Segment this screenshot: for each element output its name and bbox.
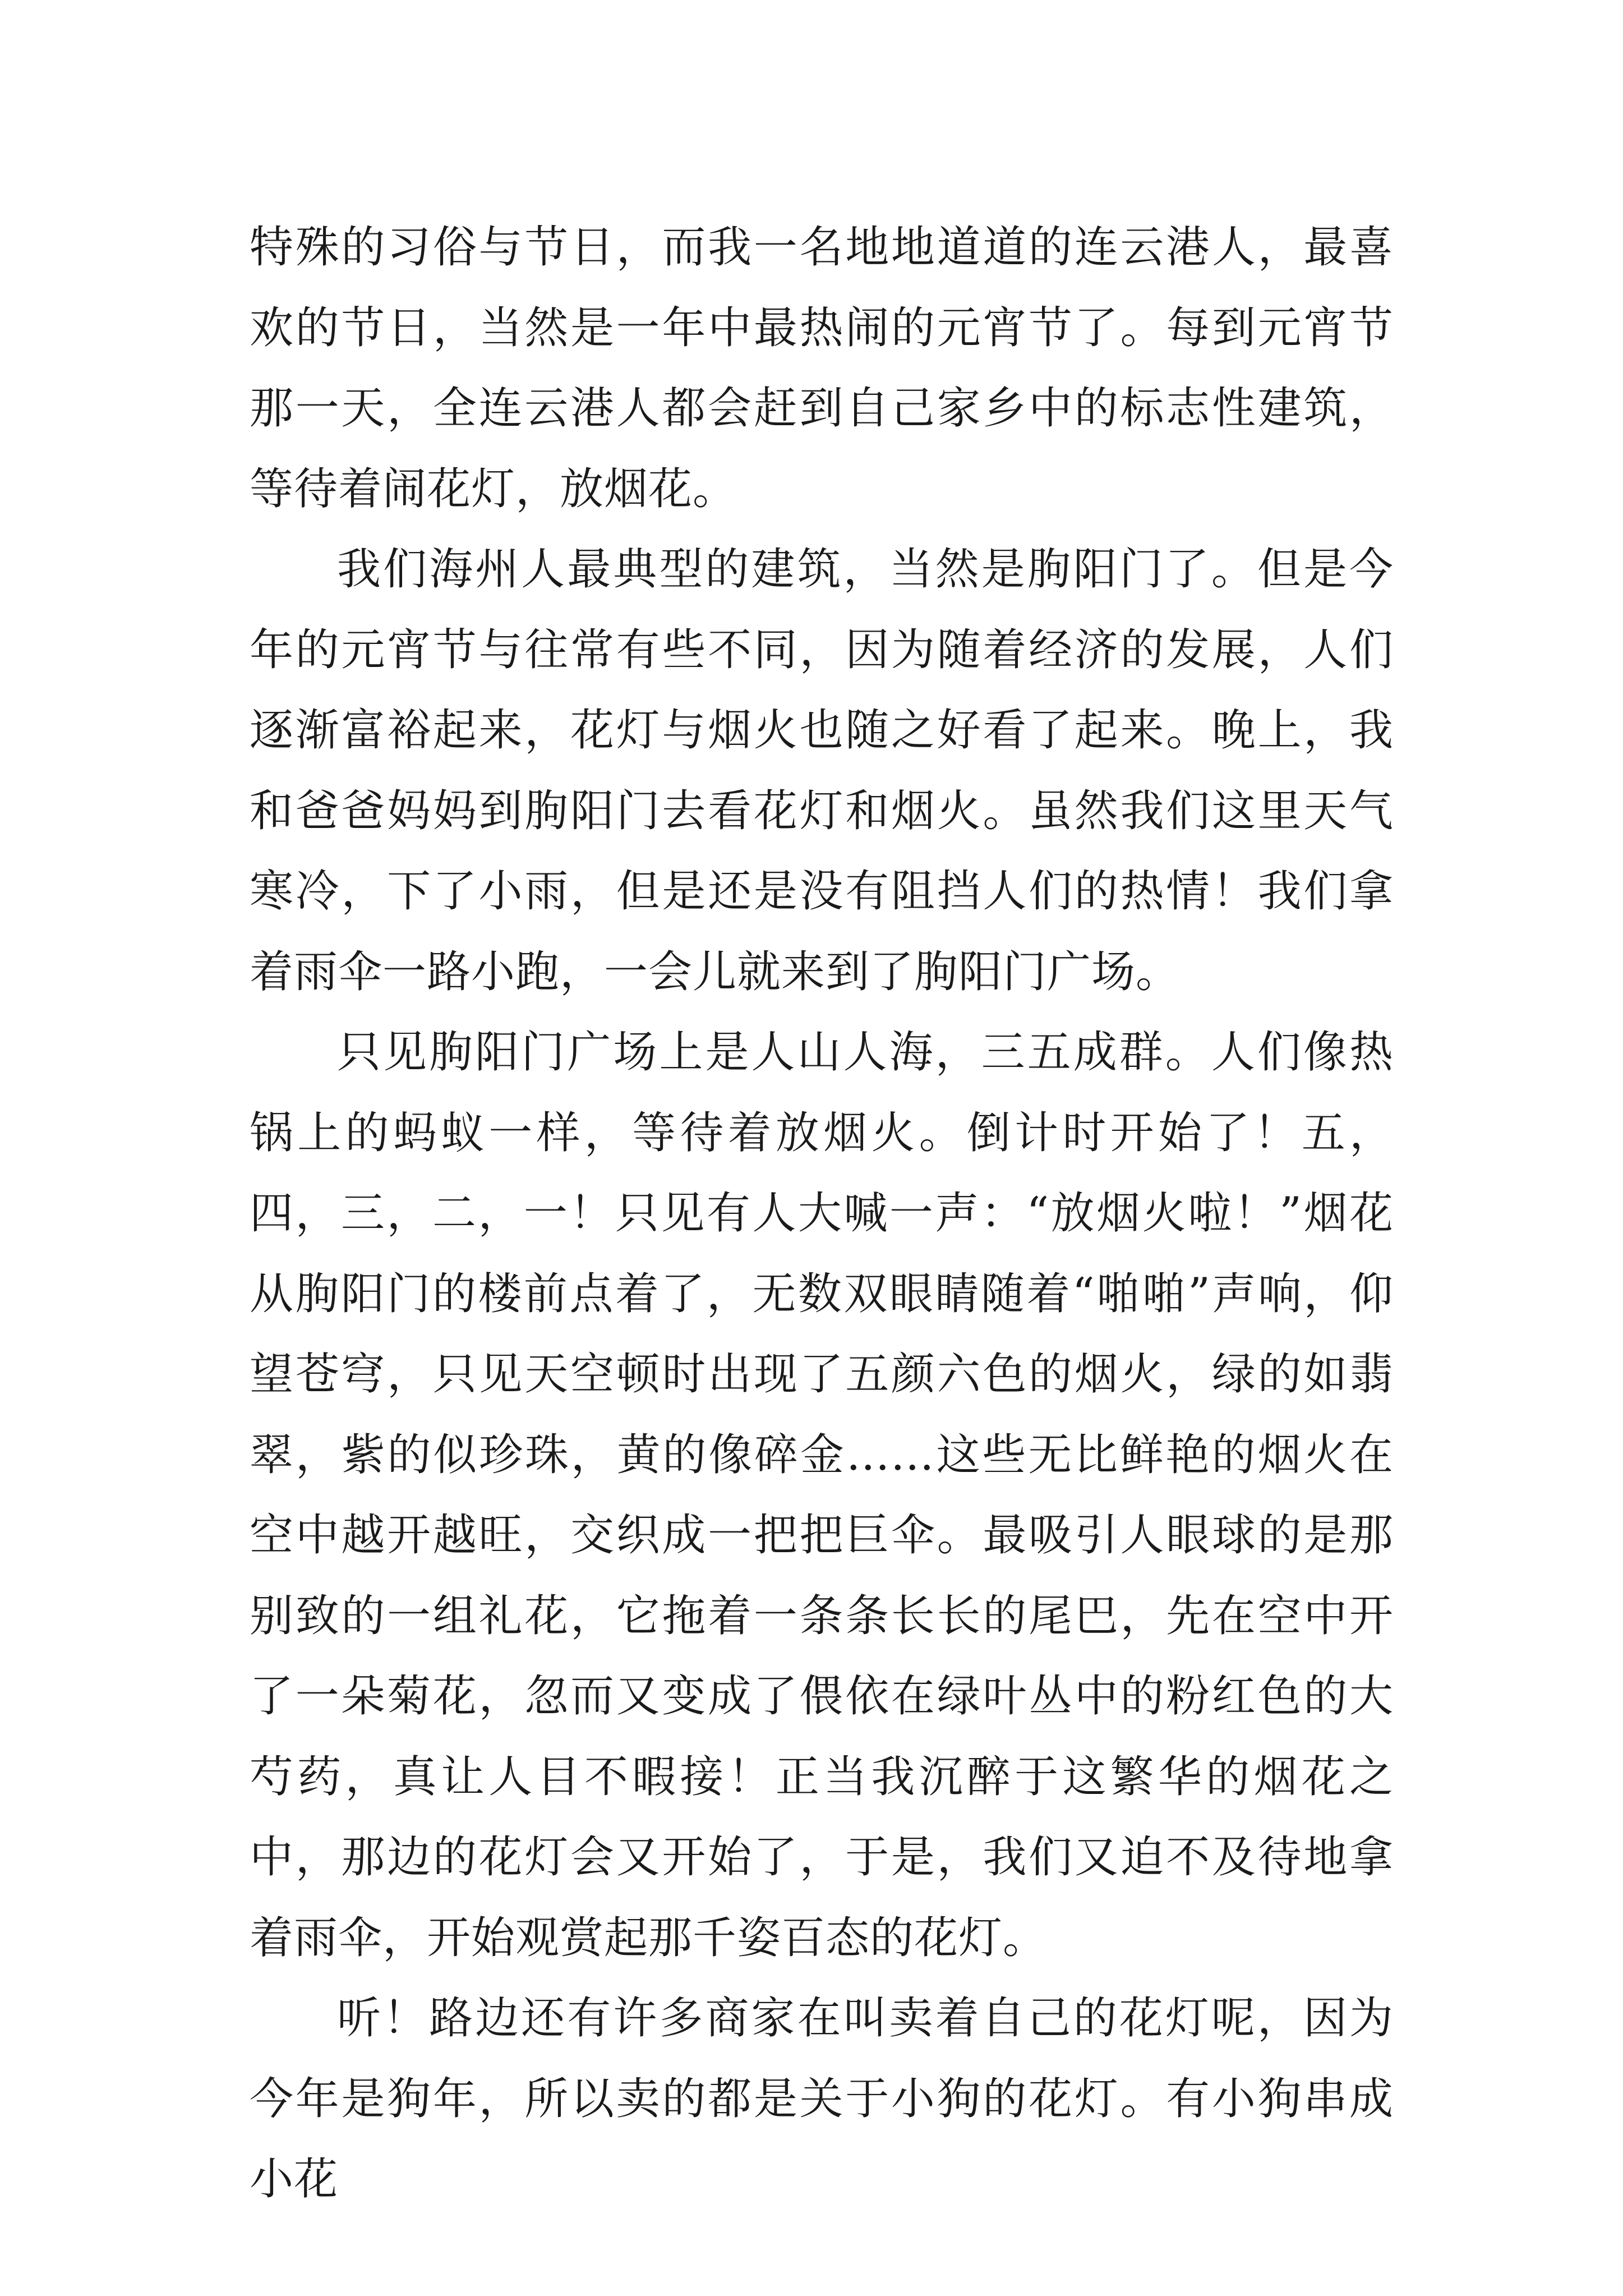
paragraph-1: 特殊的习俗与节日，而我一名地地道道的连云港人，最喜欢的节日，当然是一年中最热闹的元宵节了。每到元宵节那一天，全连云港人都会赶到自己家乡中的标志性建筑，等待着闹花灯，放烟花。 (250, 222, 1394, 514)
paragraph-3: 只见朐阳门广场上是人山人海，三五成群。人们像热锅上的蚂蚁一样，等待着放烟火。倒计时开始了！五，四，三，二，一！只见有人大喊一声：“放烟火啦！”烟花从朐阳门的楼前点着了，无数双眼睛随着“啪啪”声响，仰望苍穹，只见天空顿时出现了五颜六色的烟火，绿的如翡翠，紫的似珍珠，黄的像碎金……这些无比鲜艳的烟火在空中越开越旺，交织成一把把巨伞。最吸引人眼球的是那别致的一组礼花，它拖着一条条长长的尾巴，先在空中开了一朵菊花，忽而又变成了偎依在绿叶丛中的粉红色的大芍药，真让人目不暇接！正当我沉醉于这繁华的烟花之中，那边的花灯会又开始了，于是，我们又迫不及待地拿着雨伞，开始观赏起那千姿百态的花灯。 (250, 1027, 1394, 1963)
paragraph-2: 我们海州人最典型的建筑，当然是朐阳门了。但是今年的元宵节与往常有些不同，因为随着经济的发展，人们逐渐富裕起来，花灯与烟火也随之好看了起来。晚上，我和爸爸妈妈到朐阳门去看花灯和烟火。虽然我们这里天气寒冷，下了小雨，但是还是没有阻挡人们的热情！我们拿着雨伞一路小跑，一会儿就来到了朐阳门广场。 (250, 544, 1394, 997)
document-body (250, 208, 1394, 2220)
paragraph-4: 听！路边还有许多商家在叫卖着自己的花灯呢，因为今年是狗年，所以卖的都是关于小狗的花灯。有小狗串成小花 (250, 1993, 1394, 2205)
